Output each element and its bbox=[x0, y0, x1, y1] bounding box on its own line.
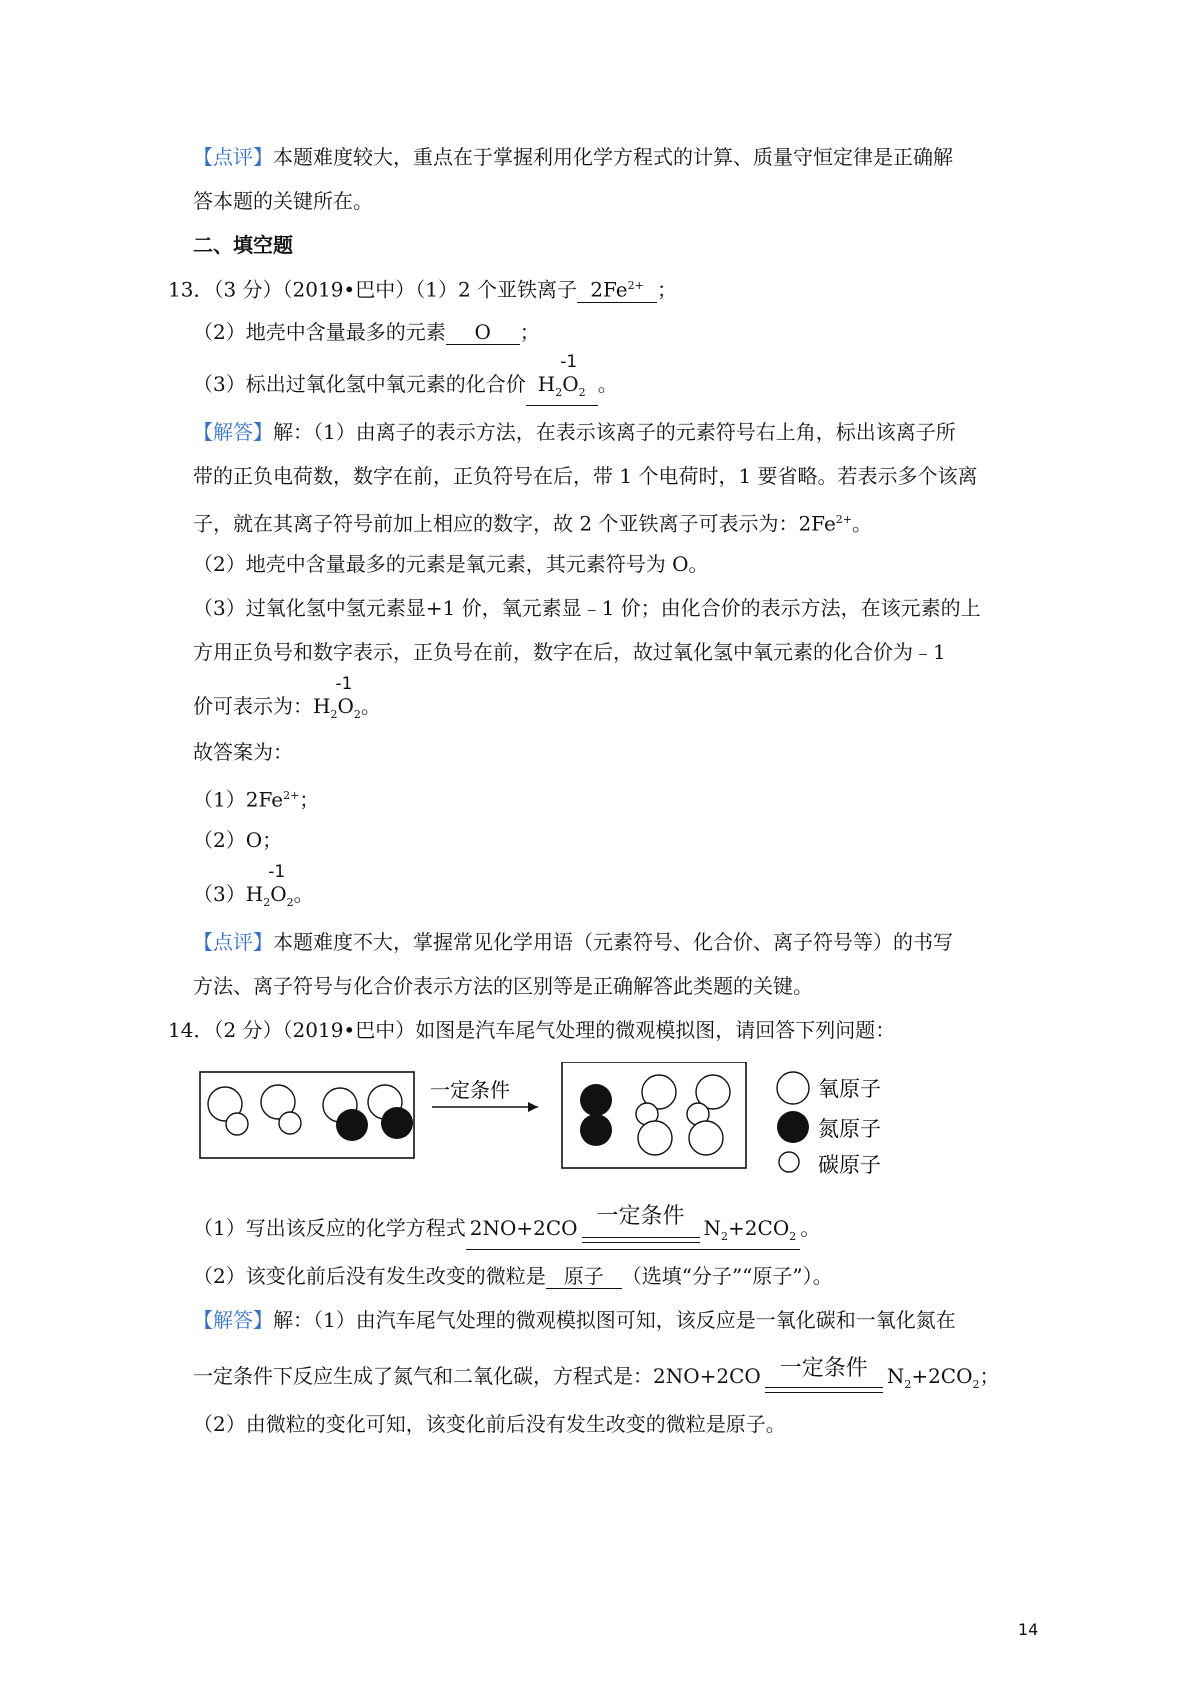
answer-3: $(3)H_2$ -1 $O_2$。 bbox=[193, 862, 314, 909]
q13-stem: 13．（3 分）（2019•巴中）（1）2 个亚铁离子 $2Fe^{2+}$ ； bbox=[168, 274, 677, 304]
review-tag: 【点评】 bbox=[193, 145, 273, 169]
q13-answer-1: $2Fe^{2+}$ bbox=[577, 274, 657, 303]
answer-heading: 故答案为： bbox=[193, 740, 293, 764]
solution-14-line-2: 一定条件下反应生成了氮气和二氧化碳，方程式是：2NO+2CO 一定条件 $N_2+2CO_2$； bbox=[193, 1362, 1000, 1399]
solution-13-line-6: 方用正负号和数字表示，正负号在前，数字在后，故过氧化氢中氧元素的化合价为﹣1 bbox=[193, 640, 946, 664]
solution-13-line-4: （2）地壳中含量最多的元素是氧元素，其元素符号为 O。 bbox=[193, 552, 709, 576]
solution-13-line-3: 子，就在其离子符号前加上相应的数字，故 2 个亚铁离子可表示为：$2Fe^{2+}$。 bbox=[193, 511, 873, 536]
solution-13-line-2: 带的正负电荷数，数字在前，正负符号在后，带 1 个电荷时，1 要省略。若表示多个该离 bbox=[193, 464, 978, 488]
arrow-label: 一定条件 bbox=[430, 1078, 510, 1102]
q14-part-1: （1）写出该反应的化学方程式 2NO+2CO 一定条件 $N_2+2CO_2$ 。 bbox=[193, 1214, 820, 1250]
solution-13-line-1: 【解答】解：（1）由离子的表示方法，在表示该离子的元素符号右上角，标出该离子所 bbox=[193, 420, 956, 444]
answer-1: $(1)2Fe^{2+}$； bbox=[193, 787, 320, 812]
review-paragraph-2: 【点评】本题难度不大，掌握常见化学用语（元素符号、化合价、离子符号等）的书写 bbox=[193, 930, 953, 954]
legend-carbon-icon bbox=[779, 1152, 799, 1172]
page-number: 14 bbox=[1018, 1620, 1039, 1639]
q14-stem: 14．（2 分）（2019•巴中）如图是汽车尾气处理的微观模拟图，请回答下列问题： bbox=[168, 1018, 896, 1042]
review-text: 本题难度较大，重点在于掌握利用化学方程式的计算、质量守恒定律是正确解 bbox=[273, 145, 953, 169]
q14-answer-2: 原子 bbox=[546, 1264, 622, 1289]
legend-carbon: 碳原子 bbox=[818, 1153, 881, 1174]
solution-13-line-7: 价可表示为：$H_2$ -1 $O_2$。 bbox=[193, 674, 381, 721]
q13-part-2: （2）地壳中含量最多的元素 O ； bbox=[193, 320, 540, 344]
q13-answer-3: $H_2$ -1 $O_2$ bbox=[526, 372, 598, 406]
legend-oxygen: 氧原子 bbox=[818, 1077, 881, 1101]
legend-oxygen-icon bbox=[777, 1072, 809, 1104]
q13-part-3: （3）标出过氧化氢中氧元素的化合价 $H_2$ -1 $O_2$ 。 bbox=[193, 370, 618, 406]
solution-13-line-5: （3）过氧化氢中氢元素显+1 价，氧元素显﹣1 价；由化合价的表示方法，在该元素的上 bbox=[193, 596, 981, 620]
q13-answer-2: O bbox=[446, 320, 520, 345]
review-paragraph-1-cont: 答本题的关键所在。 bbox=[193, 189, 373, 213]
solution-tag: 【解答】 bbox=[193, 1308, 273, 1332]
review-paragraph-1 bbox=[193, 143, 953, 171]
reaction-condition: 一定条件 bbox=[761, 1369, 887, 1399]
answer-2: （2）O； bbox=[193, 828, 283, 852]
review-tag: 【点评】 bbox=[193, 930, 273, 954]
solution-tag: 【解答】 bbox=[193, 420, 273, 444]
q14-answer-1: 2NO+2CO 一定条件 $N_2+2CO_2$ bbox=[466, 1216, 801, 1250]
legend-nitrogen: 氮原子 bbox=[818, 1117, 881, 1141]
legend-nitrogen-icon bbox=[777, 1111, 809, 1143]
section-heading: 二、填空题 bbox=[193, 233, 293, 257]
solution-14-line-1: 【解答】解：（1）由汽车尾气处理的微观模拟图可知，该反应是一氧化碳和一氧化氮在 bbox=[193, 1308, 956, 1332]
review-paragraph-2-cont: 方法、离子符号与化合价表示方法的区别等是正确解答此类题的关键。 bbox=[193, 974, 813, 998]
reaction-condition: 一定条件 bbox=[578, 1219, 704, 1249]
reaction-diagram bbox=[190, 1062, 910, 1174]
q14-part-2: （2）该变化前后没有发生改变的微粒是 原子 （选填“分子”“原子”）。 bbox=[193, 1264, 833, 1288]
solution-14-line-3: （2）由微粒的变化可知，该变化前后没有发生改变的微粒是原子。 bbox=[193, 1412, 786, 1436]
